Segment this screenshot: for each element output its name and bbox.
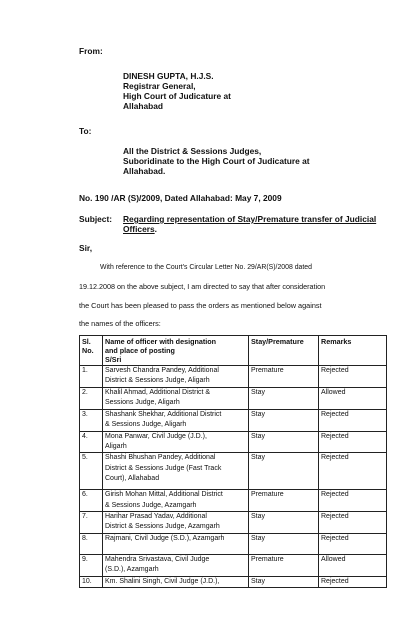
table-header-row xyxy=(80,336,387,366)
sender-city: Allahabad xyxy=(123,101,164,111)
cell-remarks: Allowed xyxy=(319,554,387,576)
cell-officer-name xyxy=(103,554,249,576)
officer-name-line: Mahendra Srivastava, Civil Judge xyxy=(105,555,210,563)
cell-remarks: Rejected xyxy=(319,410,387,432)
body-line1: With reference to the Court's Circular Letter No. 29/AR(S)/2008 dated xyxy=(100,264,312,271)
recipient-line3: Allahabad. xyxy=(123,166,166,176)
reference-number: No. 190 /AR (S)/2009, Dated Allahabad: May 7, 2009 xyxy=(79,193,282,203)
to-label: To: xyxy=(79,126,92,136)
cell-remarks: Rejected xyxy=(319,576,387,587)
cell-sl: 6. xyxy=(80,490,103,511)
cell-stay-premature: Stay xyxy=(249,533,319,554)
cell-stay-premature: Premature xyxy=(249,366,319,388)
cell-stay-premature: Stay xyxy=(249,410,319,432)
table-row xyxy=(80,533,387,554)
header-sl: Sl. No. xyxy=(80,336,103,366)
officer-name-line: Harihar Prasad Yadav, Additional xyxy=(105,512,207,520)
orders-table xyxy=(79,335,387,588)
table-row xyxy=(80,388,387,410)
subject-line1: Regarding representation of Stay/Premature transfer of Judicial xyxy=(123,214,377,224)
recipient-line2: Suboridinate to the High Court of Judicature at xyxy=(123,156,310,166)
cell-stay-premature: Stay xyxy=(249,432,319,453)
sender-designation: Registrar General, xyxy=(123,81,196,91)
cell-officer-name xyxy=(103,432,249,453)
sender-name: DINESH GUPTA, H.J.S. xyxy=(123,71,214,81)
cell-sl: 3. xyxy=(80,410,103,432)
cell-remarks: Rejected xyxy=(319,366,387,388)
body-line4: the names of the officers: xyxy=(79,319,161,328)
cell-sl: 5. xyxy=(80,453,103,490)
cell-officer-name xyxy=(103,388,249,410)
body-line3: the Court has been pleased to pass the orders as mentioned below against xyxy=(79,301,322,310)
table-row xyxy=(80,432,387,453)
cell-stay-premature: Stay xyxy=(249,453,319,490)
body-line2: 19.12.2008 on the above subject, I am directed to say that after consideration xyxy=(79,282,326,291)
table-row xyxy=(80,554,387,576)
cell-sl: 1. xyxy=(80,366,103,388)
table-body xyxy=(80,366,387,588)
table-row xyxy=(80,490,387,511)
officer-name-line: District & Sessions Judge (Fast Track xyxy=(105,464,222,472)
cell-stay-premature: Stay xyxy=(249,511,319,533)
table-row xyxy=(80,511,387,533)
cell-stay-premature: Stay xyxy=(249,388,319,410)
cell-officer-name xyxy=(103,410,249,432)
officer-name-line: Sarvesh Chandra Pandey, Additional xyxy=(105,367,219,374)
officer-name-line: Aligarh xyxy=(105,443,127,451)
officer-name-line: Girish Mohan Mittal, Additional District xyxy=(105,491,223,499)
cell-officer-name xyxy=(103,453,249,490)
from-label: From: xyxy=(79,46,103,56)
header-remarks: Remarks xyxy=(319,336,387,366)
officer-name-line: District & Sessions Judge, Aligarh xyxy=(105,377,210,385)
table-row xyxy=(80,366,387,388)
header-name: Name of officer with designation and place of posting S/Sri xyxy=(103,336,249,366)
cell-remarks: Rejected xyxy=(319,453,387,490)
cell-remarks: Allowed xyxy=(319,388,387,410)
officer-name-line: Shashank Shekhar, Additional District xyxy=(105,411,222,418)
officer-name-line: Shashi Bhushan Pandey, Additional xyxy=(105,454,216,462)
cell-remarks: Rejected xyxy=(319,432,387,453)
subject-line2: Officers xyxy=(123,224,155,234)
subject-label: Subject: xyxy=(79,214,113,224)
officer-name-line: Court), Allahabad xyxy=(105,474,160,482)
cell-remarks: Rejected xyxy=(319,490,387,511)
officer-name-line: Mona Panwar, Civil Judge (J.D.), xyxy=(105,433,207,440)
cell-remarks: Rejected xyxy=(319,533,387,554)
cell-sl: 10. xyxy=(80,576,103,587)
officer-name-line: (S.D.), Azamgarh xyxy=(105,566,159,574)
cell-officer-name xyxy=(103,490,249,511)
table-row xyxy=(80,453,387,490)
cell-stay-premature: Premature xyxy=(249,554,319,576)
cell-officer-name xyxy=(103,533,249,554)
subject-end: . xyxy=(154,224,157,234)
cell-remarks: Rejected xyxy=(319,511,387,533)
officer-name-line: Sessions Judge, Aligarh xyxy=(105,399,180,407)
officer-name-line: Rajmani, Civil Judge (S.D.), Azamgarh xyxy=(105,534,225,542)
header-stay: Stay/Premature xyxy=(249,336,319,366)
cell-officer-name xyxy=(103,576,249,587)
officer-name-line: Khalil Ahmad, Additional District & xyxy=(105,389,211,396)
cell-officer-name xyxy=(103,366,249,388)
subject-line2-wrap xyxy=(123,224,157,234)
sender-office: High Court of Judicature at xyxy=(123,91,231,101)
cell-stay-premature: Premature xyxy=(249,490,319,511)
cell-sl: 9. xyxy=(80,554,103,576)
cell-sl: 8. xyxy=(80,533,103,554)
table-row xyxy=(80,576,387,587)
cell-sl: 2. xyxy=(80,388,103,410)
cell-officer-name xyxy=(103,511,249,533)
recipient-line1: All the District & Sessions Judges, xyxy=(123,146,262,156)
salutation: Sir, xyxy=(79,243,93,253)
officer-name-line: District & Sessions Judge, Azamgarh xyxy=(105,523,220,531)
cell-sl: 4. xyxy=(80,432,103,453)
table-row xyxy=(80,410,387,432)
cell-stay-premature: Stay xyxy=(249,576,319,587)
cell-sl: 7. xyxy=(80,511,103,533)
officer-name-line: & Sessions Judge, Azamgarh xyxy=(105,501,197,509)
officer-name-line: Km. Shalini Singh, Civil Judge (J.D.), xyxy=(105,577,220,585)
officer-name-line: & Sessions Judge, Aligarh xyxy=(105,421,187,429)
